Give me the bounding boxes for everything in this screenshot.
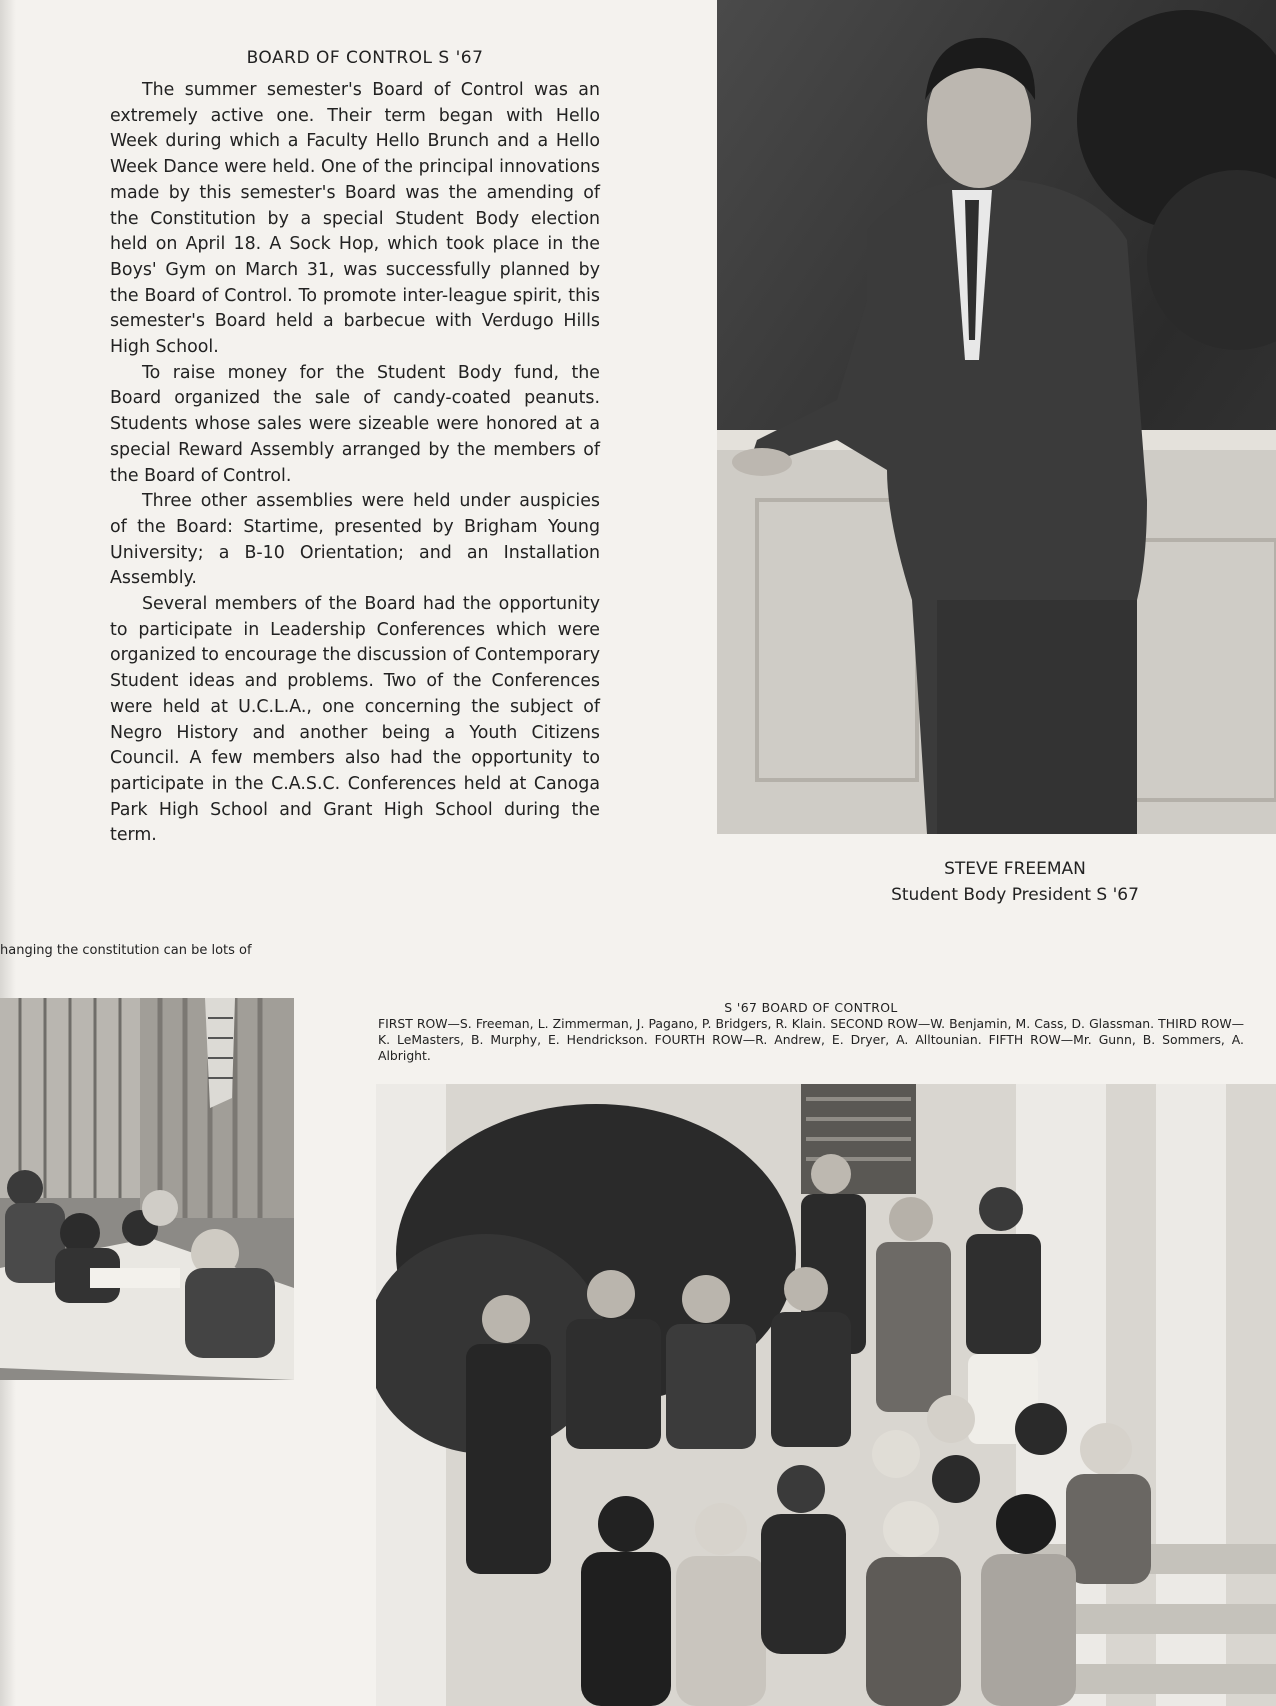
- president-photo: [717, 0, 1276, 834]
- article-paragraph-1: The summer semester's Board of Control was an extremely active one. Their term began with Hello Week during which a Faculty Hello Brunch and a Hello Week Dance were held. One of the principal innovations made by this semester's Board was the amending of the Constitution by a special Student Body election held on April 18. A Sock Hop, which took place in the Boys' Gym on March 31, was successfully planned by the Board of Control. To promote inter-league spirit, this semester's Board held a barbecue with Verdugo Hills High School.: [110, 80, 600, 358]
- president-title: Student Body President S '67: [891, 885, 1139, 905]
- article-paragraph-3: Three other assemblies were held under auspicies of the Board: Startime, presented by Brigham Young University; a B-10 Orientation; and an Installation Assembly.: [110, 491, 600, 589]
- page-gutter-shadow: [0, 0, 16, 1706]
- meeting-photo: [0, 998, 294, 1380]
- side-photo-caption: hanging the constitution can be lots of: [0, 943, 252, 958]
- group-caption-names: FIRST ROW—S. Freeman, L. Zimmerman, J. Pagano, P. Bridgers, R. Klain. SECOND ROW—W. Benjamin, M. Cass, D. Glassman. THIRD ROW—K. LeMasters, B. Murphy, E. Hendrickson. FOURTH ROW—R. Andrew, E. Dryer, A. Alltounian. FIFTH ROW—Mr. Gunn, B. Sommers, A. Albright.: [378, 1016, 1244, 1063]
- group-photo: [376, 1084, 1276, 1706]
- president-caption: [850, 856, 1180, 908]
- article: [110, 48, 600, 849]
- president-name: STEVE FREEMAN: [944, 859, 1086, 879]
- group-caption-title: S '67 BOARD OF CONTROL: [724, 1000, 898, 1015]
- article-paragraph-4: Several members of the Board had the opportunity to participate in Leadership Conferences which were organized to encourage the discussion of Contemporary Student ideas and problems. Two of the Conferences were held at U.C.L.A., one concerning the subject of Negro History and another being a Youth Citizens Council. A few members also had the opportunity to participate in the C.A.S.C. Conferences held at Canoga Park High School and Grant High School during the term.: [110, 594, 600, 846]
- article-paragraph-2: To raise money for the Student Body fund, the Board organized the sale of candy-coated peanuts. Students whose sales were sizeable were honored at a special Reward Assembly arranged by the members of the Board of Control.: [110, 362, 600, 486]
- group-photo-caption: [378, 1000, 1244, 1064]
- article-heading: BOARD OF CONTROL S '67: [246, 48, 484, 68]
